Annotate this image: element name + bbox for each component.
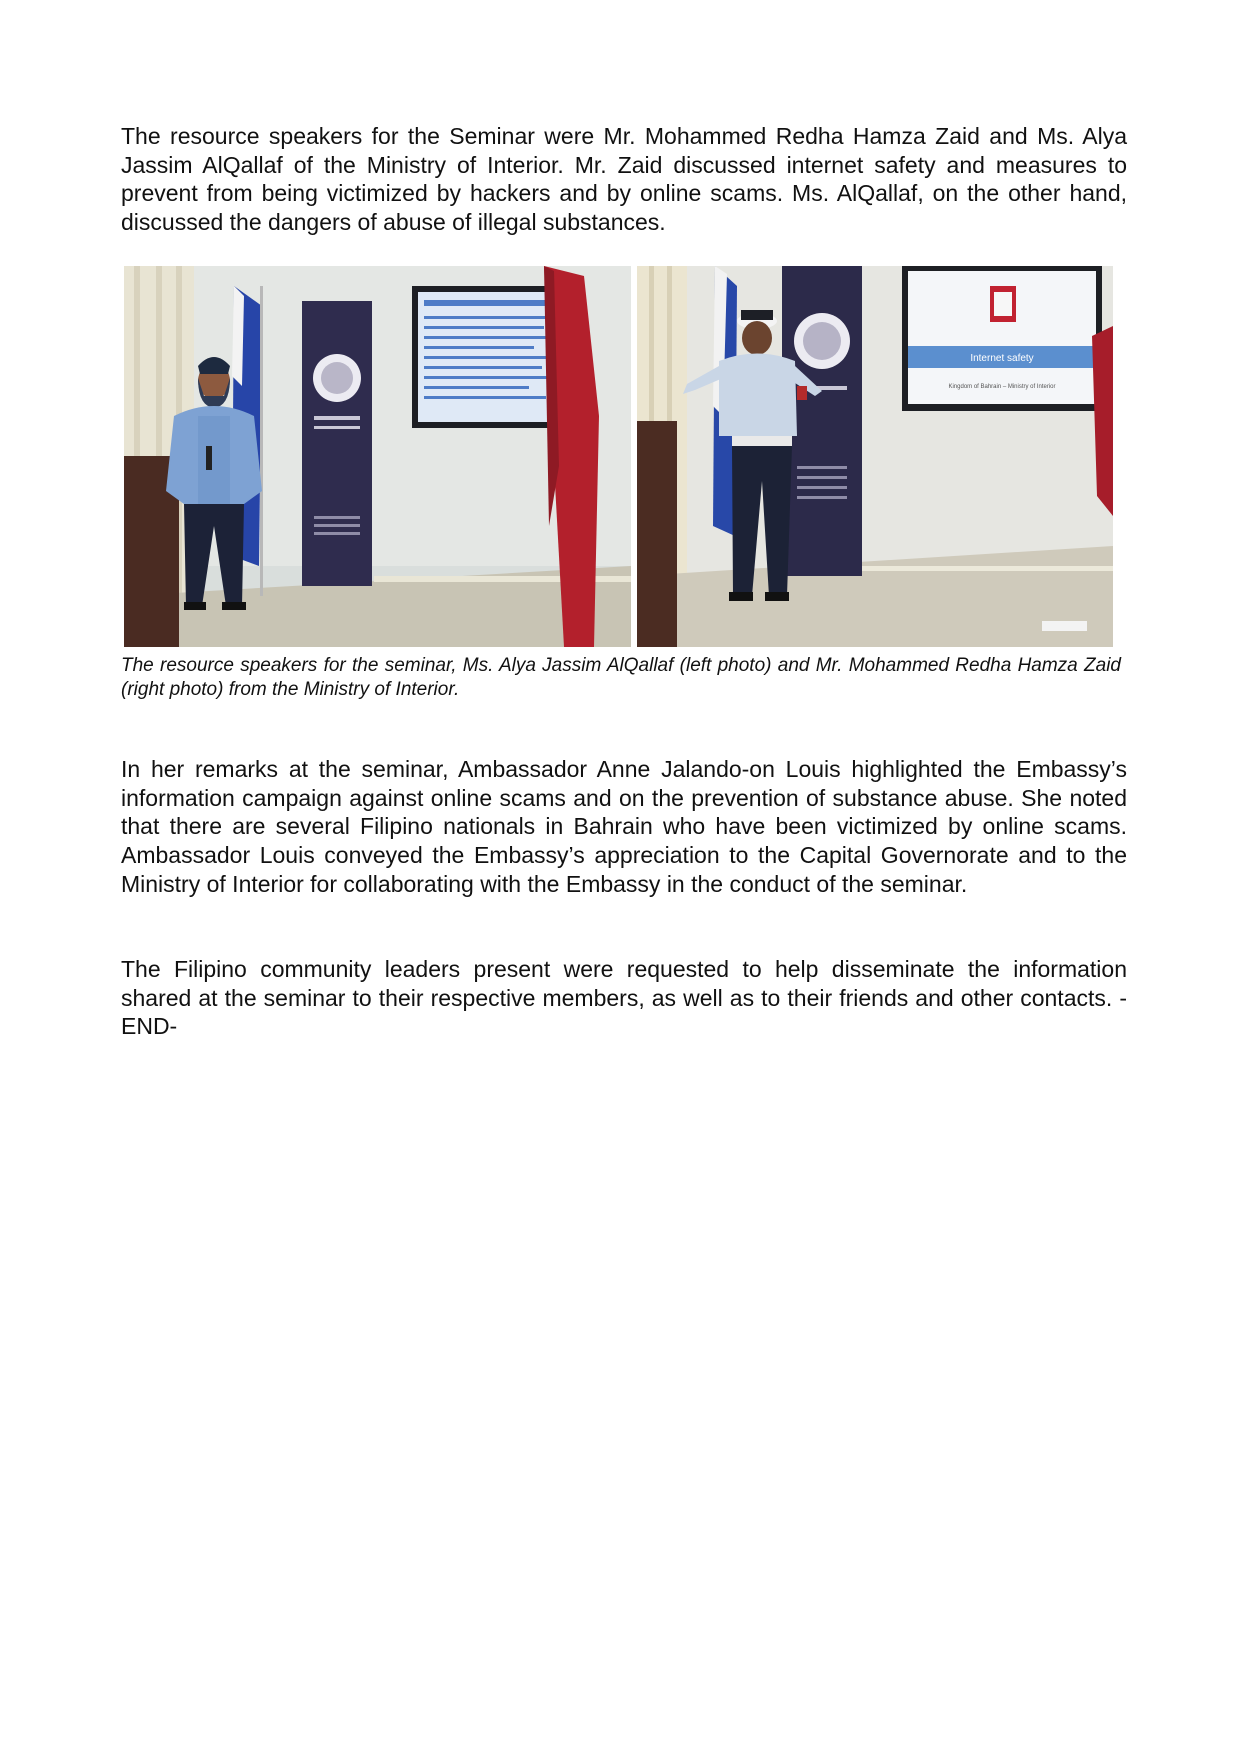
photo-left-speaker <box>124 266 631 647</box>
screen-title: Internet safety <box>970 353 1034 364</box>
photo-caption: The resource speakers for the seminar, Ms. Alya Jassim AlQallaf (left photo) and Mr. Mohammed Redha Hamza Zaid (right photo) from the Ministry of Interior. <box>121 655 1121 700</box>
paragraph-speakers: The resource speakers for the Seminar were Mr. Mohammed Redha Hamza Zaid and Ms. Alya Jassim AlQallaf of the Ministry of Interior. Mr. Zaid discussed internet safety and measures to prevent from being victimized by hackers and by online scams. Ms. AlQallaf, on the other hand, discussed the dangers of abuse of illegal substances. <box>121 123 1127 236</box>
photo-right-speaker <box>637 266 1113 647</box>
paragraph-ambassador-remarks: In her remarks at the seminar, Ambassador Anne Jalando-on Louis highlighted the Embassy’s information campaign against online scams and on the prevention of substance abuse. She noted that there are several Filipino nationals in Bahrain who have been victimized by online scams. Ambassador Louis conveyed the Embassy’s appreciation to the Capital Governorate and to the Ministry of Interior for collaborating with the Embassy in the conduct of the seminar. <box>121 756 1127 897</box>
screen-subtitle: Kingdom of Bahrain – Ministry of Interior <box>948 384 1056 390</box>
paragraph-community-leaders: The Filipino community leaders present were requested to help disseminate the information shared at the seminar to their respective members, as well as to their friends and other contacts. -END- <box>121 956 1127 1040</box>
